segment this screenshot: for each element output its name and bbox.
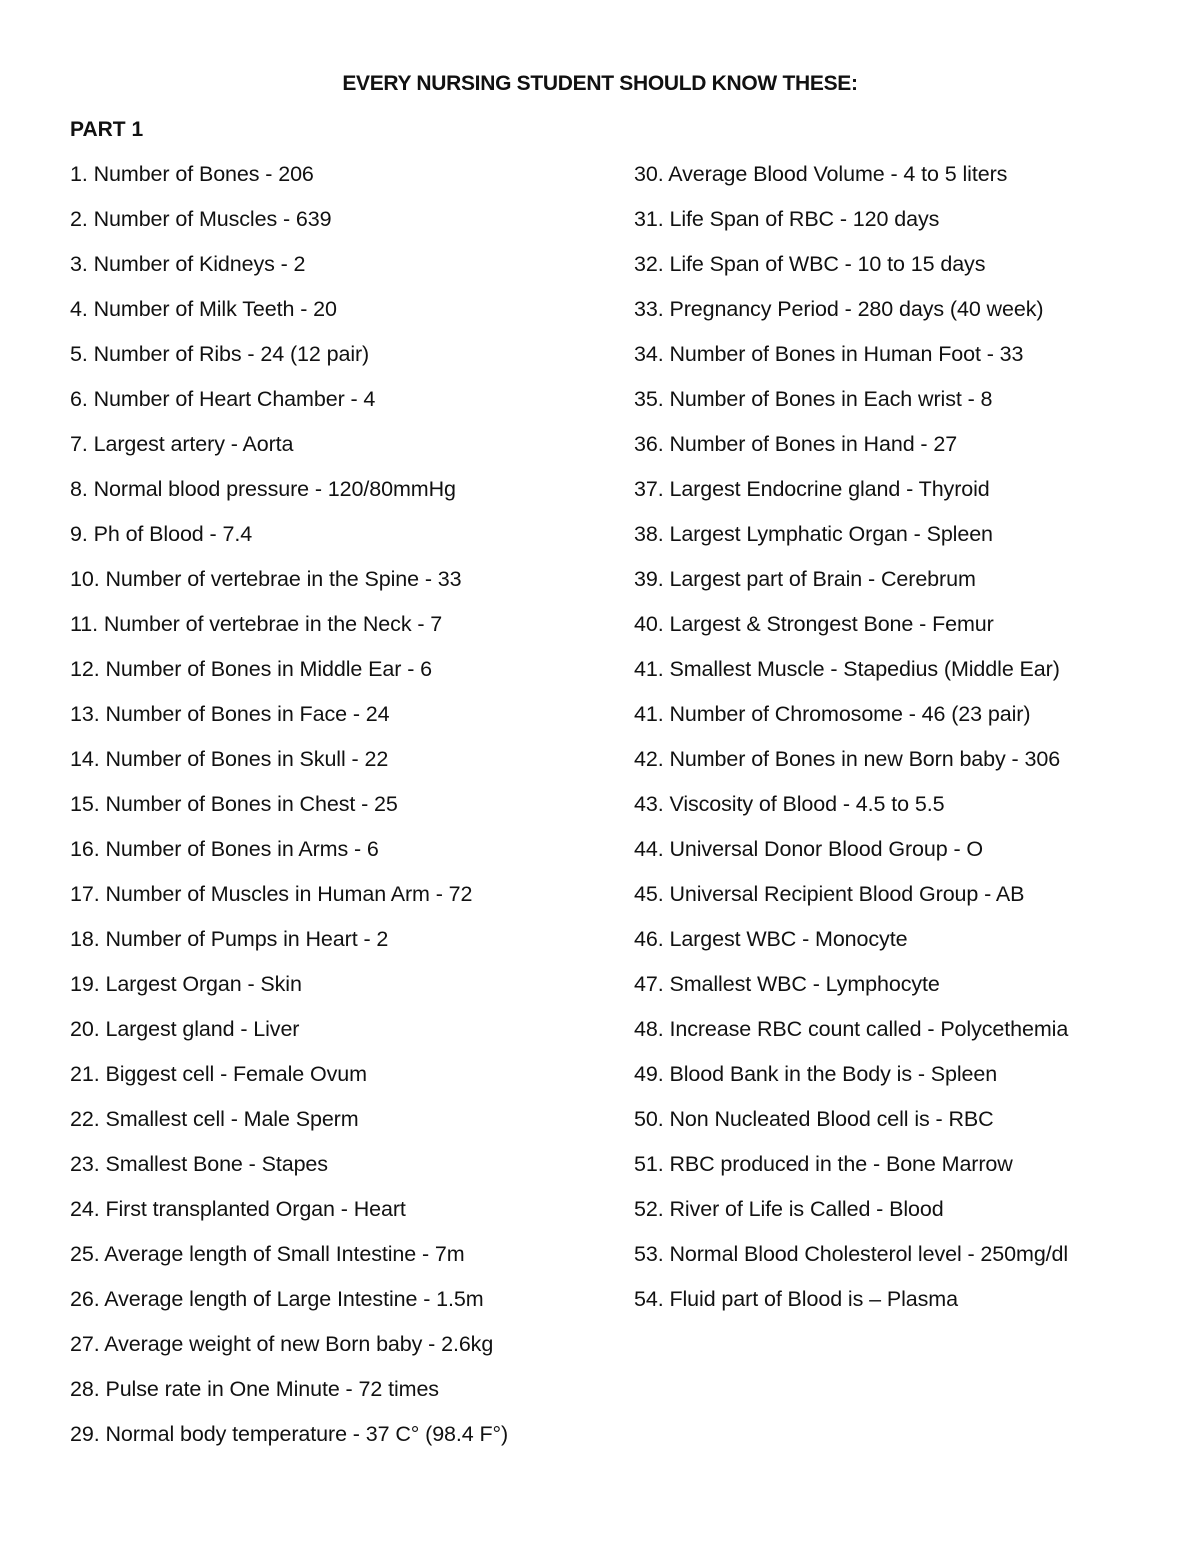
section-heading: PART 1 [70,118,144,141]
fact-item: 25. Average length of Small Intestine - 7m [70,1242,465,1266]
fact-item: 13. Number of Bones in Face - 24 [70,702,390,726]
fact-item: 1. Number of Bones - 206 [70,162,314,186]
fact-item: 9. Ph of Blood - 7.4 [70,522,253,546]
fact-item: 43. Viscosity of Blood - 4.5 to 5.5 [634,792,945,816]
fact-item: 5. Number of Ribs - 24 (12 pair) [70,342,370,366]
fact-item: 29. Normal body temperature - 37 C° (98.4 F°) [70,1422,509,1446]
fact-item: 51. RBC produced in the - Bone Marrow [634,1152,1013,1176]
fact-item: 53. Normal Blood Cholesterol level - 250mg/dl [634,1242,1069,1266]
fact-item: 18. Number of Pumps in Heart - 2 [70,927,389,951]
fact-item: 41. Smallest Muscle - Stapedius (Middle Ear) [634,657,1060,681]
fact-item: 4. Number of Milk Teeth - 20 [70,297,337,321]
fact-item: 23. Smallest Bone - Stapes [70,1152,328,1176]
fact-item: 2. Number of Muscles - 639 [70,207,332,231]
fact-item: 36. Number of Bones in Hand - 27 [634,432,958,456]
fact-item: 47. Smallest WBC - Lymphocyte [634,972,940,996]
fact-item: 20. Largest gland - Liver [70,1017,300,1041]
fact-item: 14. Number of Bones in Skull - 22 [70,747,389,771]
fact-item: 50. Non Nucleated Blood cell is - RBC [634,1107,994,1131]
left-column-list [70,160,610,1465]
fact-item: 39. Largest part of Brain - Cerebrum [634,567,976,591]
fact-item: 46. Largest WBC - Monocyte [634,927,908,951]
document-title: EVERY NURSING STUDENT SHOULD KNOW THESE: [342,72,858,95]
fact-item: 27. Average weight of new Born baby - 2.6kg [70,1332,494,1356]
fact-item: 45. Universal Recipient Blood Group - AB [634,882,1025,906]
fact-item: 28. Pulse rate in One Minute - 72 times [70,1377,439,1401]
fact-item: 34. Number of Bones in Human Foot - 33 [634,342,1024,366]
fact-item: 21. Biggest cell - Female Ovum [70,1062,367,1086]
fact-item: 7. Largest artery - Aorta [70,432,294,456]
fact-item: 15. Number of Bones in Chest - 25 [70,792,398,816]
fact-item: 31. Life Span of RBC - 120 days [634,207,940,231]
fact-item: 54. Fluid part of Blood is – Plasma [634,1287,958,1311]
fact-item: 33. Pregnancy Period - 280 days (40 week) [634,297,1044,321]
fact-item: 42. Number of Bones in new Born baby - 306 [634,747,1061,771]
fact-item: 8. Normal blood pressure - 120/80mmHg [70,477,456,501]
fact-item: 3. Number of Kidneys - 2 [70,252,306,276]
fact-item: 52. River of Life is Called - Blood [634,1197,944,1221]
fact-item: 41. Number of Chromosome - 46 (23 pair) [634,702,1031,726]
fact-item: 19. Largest Organ - Skin [70,972,302,996]
fact-item: 40. Largest & Strongest Bone - Femur [634,612,994,636]
right-column-list [634,160,1174,1330]
fact-item: 22. Smallest cell - Male Sperm [70,1107,359,1131]
fact-item: 10. Number of vertebrae in the Spine - 33 [70,567,462,591]
fact-item: 38. Largest Lymphatic Organ - Spleen [634,522,993,546]
fact-item: 48. Increase RBC count called - Polycethemia [634,1017,1069,1041]
fact-item: 30. Average Blood Volume - 4 to 5 liters [634,162,1008,186]
fact-item: 49. Blood Bank in the Body is - Spleen [634,1062,998,1086]
fact-item: 17. Number of Muscles in Human Arm - 72 [70,882,473,906]
fact-item: 32. Life Span of WBC - 10 to 15 days [634,252,986,276]
fact-item: 26. Average length of Large Intestine - 1.5m [70,1287,484,1311]
fact-item: 24. First transplanted Organ - Heart [70,1197,406,1221]
fact-item: 37. Largest Endocrine gland - Thyroid [634,477,990,501]
fact-item: 16. Number of Bones in Arms - 6 [70,837,379,861]
fact-item: 35. Number of Bones in Each wrist - 8 [634,387,993,411]
fact-item: 11. Number of vertebrae in the Neck - 7 [70,612,443,636]
fact-item: 6. Number of Heart Chamber - 4 [70,387,376,411]
fact-item: 12. Number of Bones in Middle Ear - 6 [70,657,432,681]
fact-item: 44. Universal Donor Blood Group - O [634,837,984,861]
